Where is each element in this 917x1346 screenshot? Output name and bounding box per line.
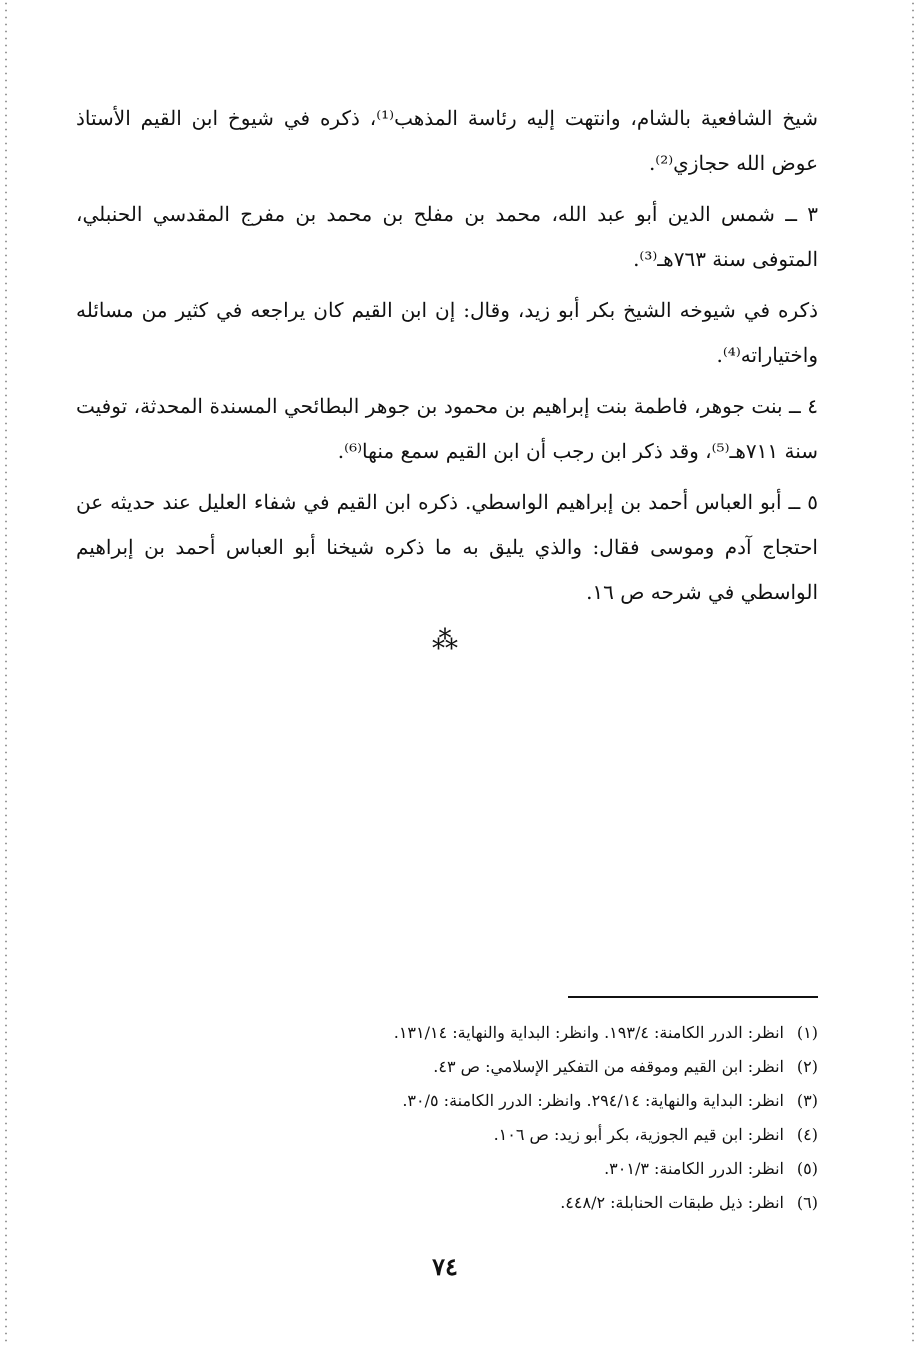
footnote-text: انظر: الدرر الكامنة: ٣٠١/٣. xyxy=(604,1159,784,1178)
footnote-text: انظر: ذيل طبقات الحنابلة: ٤٤٨/٢. xyxy=(560,1193,784,1212)
footnote-number: (٢) xyxy=(796,1057,818,1076)
footnote-number: (١) xyxy=(796,1023,818,1042)
scan-edge-right xyxy=(912,0,914,1346)
scan-edge-left xyxy=(5,0,7,1346)
footnote-number: (٤) xyxy=(796,1125,818,1144)
footnote-number: (٦) xyxy=(796,1193,818,1212)
footnote-text: انظر: الدرر الكامنة: ١٩٣/٤. وانظر: البداية والنهاية: ١٣١/١٤. xyxy=(393,1023,784,1042)
footnote-item xyxy=(76,1118,818,1152)
footnote-rule xyxy=(568,996,818,998)
footnote-number: (٣) xyxy=(796,1091,818,1110)
paragraph: ٤ ــ بنت جوهر، فاطمة بنت إبراهيم بن محمود بن جوهر البطائحي المسندة المحدثة، توفيت سنة ٧١١هـ⁽⁵⁾، وقد ذكر ابن رجب أن ابن القيم سمع منها⁽⁶⁾. xyxy=(76,394,818,463)
page-number: ٧٤ xyxy=(432,1252,458,1281)
paragraph: ٥ ــ أبو العباس أحمد بن إبراهيم الواسطي. ذكره ابن القيم في شفاء العليل عند حديثه عن احتجاج آدم وموسى فقال: والذي يليق به ما ذكره شيخنا أبو العباس أحمد بن إبراهيم الواسطي في شرحه ص ١٦. xyxy=(76,490,818,604)
paragraph: شيخ الشافعية بالشام، وانتهت إليه رئاسة المذهب⁽¹⁾، ذكره في شيوخ ابن القيم الأستاذ عوض الله حجازي⁽²⁾. xyxy=(76,106,818,175)
footnote-text: انظر: ابن قيم الجوزية، بكر أبو زيد: ص ١٠٦. xyxy=(493,1125,784,1144)
paragraph: ٣ ــ شمس الدين أبو عبد الله، محمد بن مفلح بن محمد بن مفرج المقدسي الحنبلي، المتوفى سنة ٧٦٣هـ⁽³⁾. xyxy=(76,202,818,271)
footnote-item xyxy=(76,1186,818,1220)
footnote-text: انظر: ابن القيم وموقفه من التفكير الإسلامي: ص ٤٣. xyxy=(433,1057,784,1076)
footnote-text: انظر: البداية والنهاية: ٢٩٤/١٤. وانظر: الدرر الكامنة: ٣٠/٥. xyxy=(402,1091,784,1110)
paragraph: ذكره في شيوخه الشيخ بكر أبو زيد، وقال: إن ابن القيم كان يراجعه في كثير من مسائله واختياراته⁽⁴⁾. xyxy=(76,298,818,367)
main-text xyxy=(76,96,818,621)
footnote-item xyxy=(76,1016,818,1050)
footnote-item xyxy=(76,1084,818,1118)
footnote-item xyxy=(76,1050,818,1084)
footnote-number: (٥) xyxy=(796,1159,818,1178)
section-separator: ⁂ xyxy=(432,626,458,656)
footnotes-list xyxy=(76,1016,818,1220)
footnote-item xyxy=(76,1152,818,1186)
